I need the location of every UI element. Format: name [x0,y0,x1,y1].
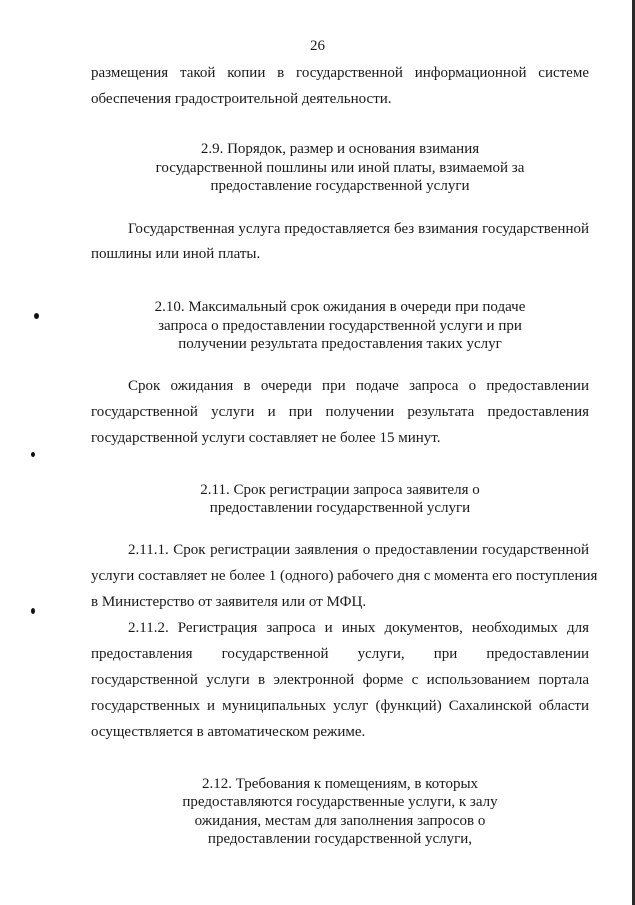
intro-line-2: обеспечения градостроительной деятельности. [91,91,392,107]
scan-speck [31,452,35,457]
section-2-9-heading-line-3: предоставление государственной услуги [210,178,470,194]
page-number: 26 [310,38,325,54]
section-2-9-heading-line-1: 2.9. Порядок, размер и основания взимания [200,141,480,157]
section-2-10-body-line-1: Срок ожидания в очереди при подаче запроса о предоставлении [128,378,589,394]
section-2-11-1-line-1: 2.11.1. Срок регистрации заявления о предоставлении государственной [128,542,589,558]
intro-line-1: размещения такой копии в государственной информационной системе [91,65,589,81]
section-2-12-heading-line-4: предоставлении государственной услуги, [207,831,473,847]
section-2-11-1-line-2: услуги составляет не более 1 (одного) рабочего дня с момента его поступления [91,568,598,584]
section-2-9-body-line-2: пошлины или иной платы. [91,246,261,262]
section-2-11-2-line-1: 2.11.2. Регистрация запроса и иных документов, необходимых для [128,620,589,636]
section-2-10-heading-line-2: запроса о предоставлении государственной услуги и при [158,318,522,334]
section-2-12-heading-line-2: предоставляются государственные услуги, к залу [182,794,498,810]
section-2-11-heading-line-2: предоставлении государственной услуги [209,500,471,516]
section-2-11-1-line-3: в Министерство от заявителя или от МФЦ. [91,594,367,610]
section-2-9-heading-line-2: государственной пошлины или иной платы, взимаемой за [155,160,525,176]
section-2-11-2-line-2: предоставления государственной услуги, при предоставлении [91,646,589,662]
section-2-11-heading-line-1: 2.11. Срок регистрации запроса заявителя о [200,482,480,498]
section-2-10-body-line-2: государственной услуги и при получении результата предоставления [91,404,589,420]
section-2-10-heading-line-1: 2.10. Максимальный срок ожидания в очереди при подаче [154,299,526,315]
section-2-12-heading-line-3: ожидания, местам для заполнения запросов о [194,813,486,829]
scan-speck [34,313,39,319]
scan-speck [31,608,35,614]
section-2-11-2-line-4: государственных и муниципальных услуг (функций) Сахалинской области [91,698,589,714]
section-2-11-2-line-3: государственной услуги в электронной форме с использованием портала [91,672,589,688]
section-2-10-body-line-3: государственной услуги составляет не более 15 минут. [91,430,441,446]
section-2-9-body-line-1: Государственная услуга предоставляется без взимания государственной [128,221,589,237]
section-2-11-2-line-5: осуществляется в автоматическом режиме. [91,724,366,740]
section-2-12-heading-line-1: 2.12. Требования к помещениям, в которых [201,776,479,792]
section-2-10-heading-line-3: получении результата предоставления таких услуг [178,336,502,352]
